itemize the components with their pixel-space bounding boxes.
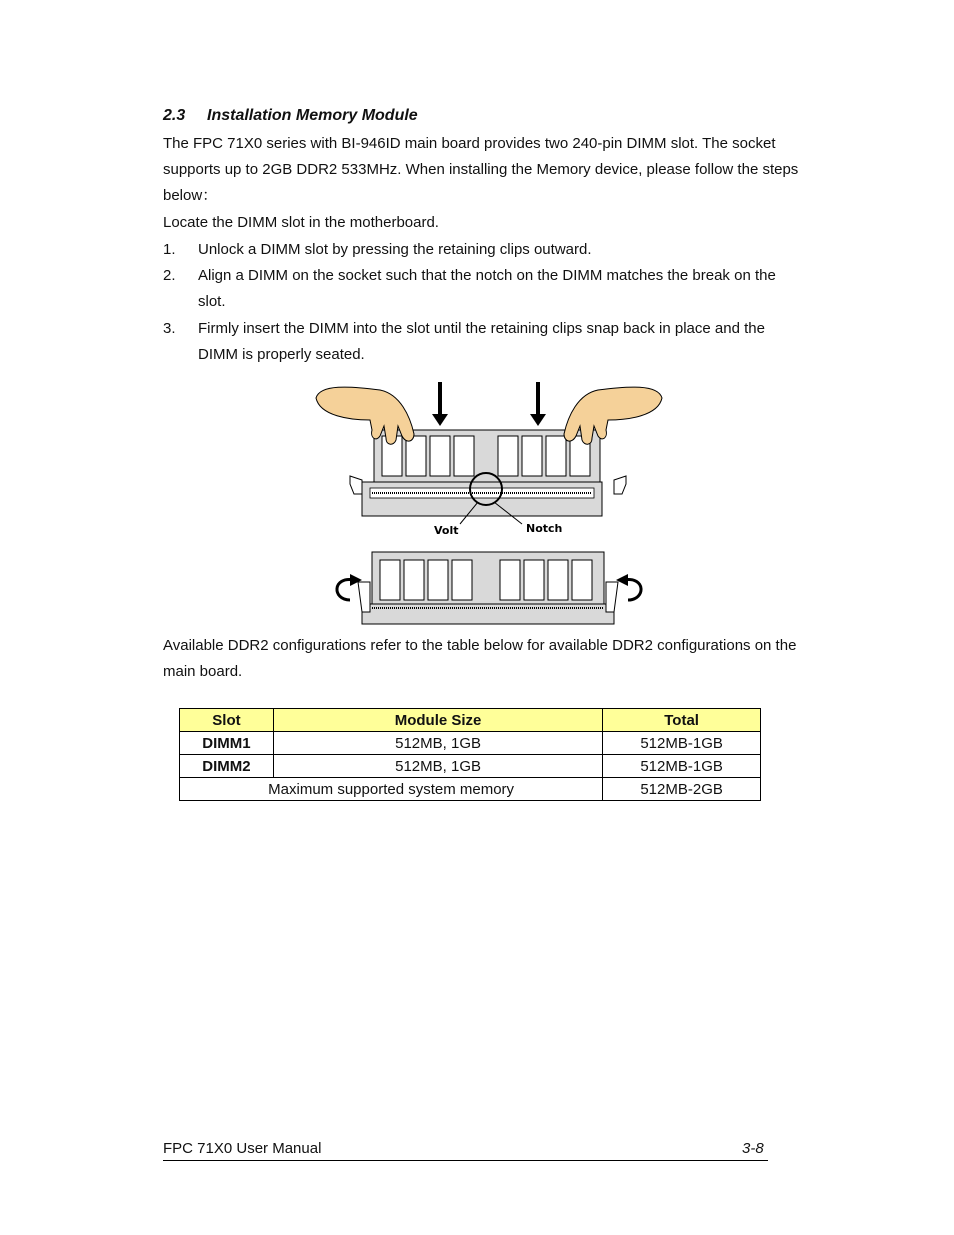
cell-max-total: 512MB-2GB — [603, 778, 761, 801]
step-text: Unlock a DIMM slot by pressing the retaining clips outward. — [198, 241, 592, 258]
cell-size: 512MB, 1GB — [273, 755, 602, 778]
section-number: 2.3 — [163, 107, 186, 124]
notch-label: Notch — [526, 522, 563, 535]
header-slot: Slot — [180, 709, 274, 732]
step-item — [163, 237, 803, 263]
volt-label: Volt — [434, 524, 459, 537]
dimm-seated-illustration — [337, 552, 641, 624]
header-module-size: Module Size — [273, 709, 602, 732]
cell-total: 512MB-1GB — [603, 732, 761, 755]
cell-slot: DIMM2 — [180, 755, 274, 778]
step-item — [163, 263, 803, 315]
intro-paragraph: The FPC 71X0 series with BI-946ID main board provides two 240-pin DIMM slot. The socket supports up to 2GB DDR2 533MHz. When installing the Memory device, please follow the steps below： — [163, 135, 799, 204]
section-heading — [163, 107, 418, 125]
footer-divider — [163, 1160, 768, 1161]
cell-size: 512MB, 1GB — [273, 732, 602, 755]
step-number: 3. — [163, 320, 176, 337]
section-title: Installation Memory Module — [207, 107, 418, 124]
footer-page-number: 3-8 — [742, 1140, 764, 1157]
step-text: Firmly insert the DIMM into the slot until the retaining clips snap back in place and the DIMM is properly seated. — [198, 320, 765, 363]
dimm-installation-figure — [310, 376, 670, 634]
table-row — [180, 755, 761, 778]
header-total: Total — [603, 709, 761, 732]
table-row-max — [180, 778, 761, 801]
locate-text: Locate the DIMM slot in the motherboard. — [163, 214, 439, 231]
config-paragraph: Available DDR2 configurations refer to the table below for available DDR2 configurations on the main board. — [163, 637, 797, 680]
step-text: Align a DIMM on the socket such that the notch on the DIMM matches the break on the slot. — [198, 267, 776, 310]
dimm-insert-illustration — [316, 382, 662, 537]
table-row — [180, 732, 761, 755]
cell-total: 512MB-1GB — [603, 755, 761, 778]
cell-slot: DIMM1 — [180, 732, 274, 755]
table-header-row — [180, 709, 761, 732]
step-item — [163, 316, 803, 368]
ddr2-config-table — [179, 708, 761, 801]
step-number: 1. — [163, 241, 176, 258]
footer-manual-title: FPC 71X0 User Manual — [163, 1140, 322, 1157]
step-number: 2. — [163, 267, 176, 284]
cell-max-label: Maximum supported system memory — [180, 778, 603, 801]
